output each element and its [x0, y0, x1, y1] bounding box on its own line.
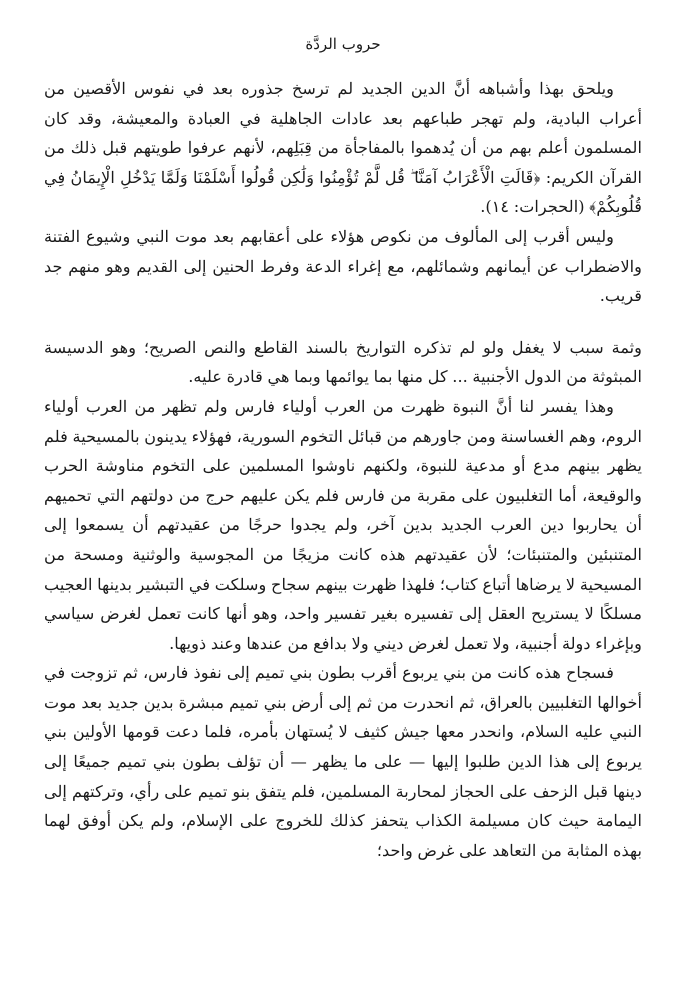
paragraph-4: وهذا يفسر لنا أنَّ النبوة ظهرت من العرب أولياء فارس ولم تظهر من العرب أولياء الروم، وهم الغساسنة ومن جاورهم من قبائل التخوم السورية، فهؤلاء يدينون بالمسيحية فلم يظهر بينهم مدع أو مدعية للنبوة، ولكنهم ناوشوا المسلمين على التخوم مناوشة الحرب والوقيعة، أما التغلبيون على مقربة من فارس فلم يكن عليهم حرج من دولتهم التي تحميهم أن يحاربوا دين العرب الجديد بدين آخر، ولم يجدوا حرجًا من عقيدتهم أن يسمعوا إلى المتنبئين والمتنبئات؛ لأن عقيدتهم هذه كانت مزيجًا من المجوسية والوثنية ومسحة من المسيحية لا يرضاها أتباع كتاب؛ فلهذا ظهرت بينهم سجاح وسلكت في التبشير بدينها العجيب مسلكًا لا يستريح العقل إلى تفسيره بغير تفسير واحد، وهو أنها كانت تعمل لغرض سياسي وبإغراء دولة أجنبية، ولا تعمل لغرض ديني ولا بدافع من عندها وعند ذويها. — [44, 396, 642, 653]
section-gap — [44, 311, 642, 333]
paragraph-1: ويلحق بهذا وأشباهه أنَّ الدين الجديد لم ترسخ جذوره بعد في نفوس الأقصين من أعراب البادية، ولم تهجر طباعهم بعد عادات الجاهلية في العبادة والمعيشة، وقد كان المسلمون أعلم بهم من أن يُدهموا بالمفاجأة من قِبَلِهم، لأنهم عرفوا طويتهم قبل ذلك من القرآن الكريم: ﴿قَالَتِ الْأَعْرَابُ آمَنَّا ۖ قُل لَّمْ تُؤْمِنُوا وَلَٰكِن قُولُوا أَسْلَمْنَا وَلَمَّا يَدْخُلِ الْإِيمَانُ فِي قُلُوبِكُمْ﴾ (الحجرات: ١٤). — [44, 79, 642, 217]
paragraph-5: فسجاح هذه كانت من بني يربوع أقرب بطون بني تميم إلى نفوذ فارس، ثم تزوجت في أخوالها التغلبيين بالعراق، ثم انحدرت من ثم إلى أرض بني تميم مبشرة بدين جديد بعد موت النبي عليه السلام، وانحدر معها جيش كثيف لا يُستهان بأمره، فلما دعت قومها الأولين بني يربوع إلى هذا الدين طلبوا إليها — على ما يظهر — أن تؤلف بطون بني تميم جميعًا إلى دينها قبل الزحف على الحجاز لمحاربة المسلمين، فلم يتفق بنو تميم على رأي، وتركتهم إلى اليمامة حيث كان مسيلمة الكذاب يتحفز كذلك للخروج على الإسلام، ولم يكن أوفق لهما بهذه المثابة من التعاهد على غرض واحد؛ — [44, 663, 642, 860]
paragraph-3: وثمة سبب لا يغفل ولو لم تذكره التواريخ بالسند القاطع والنص الصريح؛ وهو الدسيسة المبثوثة من الدول الأجنبية ... كل منها بما يوائمها وبما هي قادرة عليه. — [44, 337, 642, 387]
running-title: حروب الردَّة — [305, 35, 381, 53]
paragraph-2: وليس أقرب إلى المألوف من نكوص هؤلاء على أعقابهم بعد موت النبي وشيوع الفتنة والاضطراب عن أيمانهم وشمائلهم، مع إغراء الدعة وفرط الحنين إلى القديم وهو منهم جد قريب. — [44, 226, 642, 306]
